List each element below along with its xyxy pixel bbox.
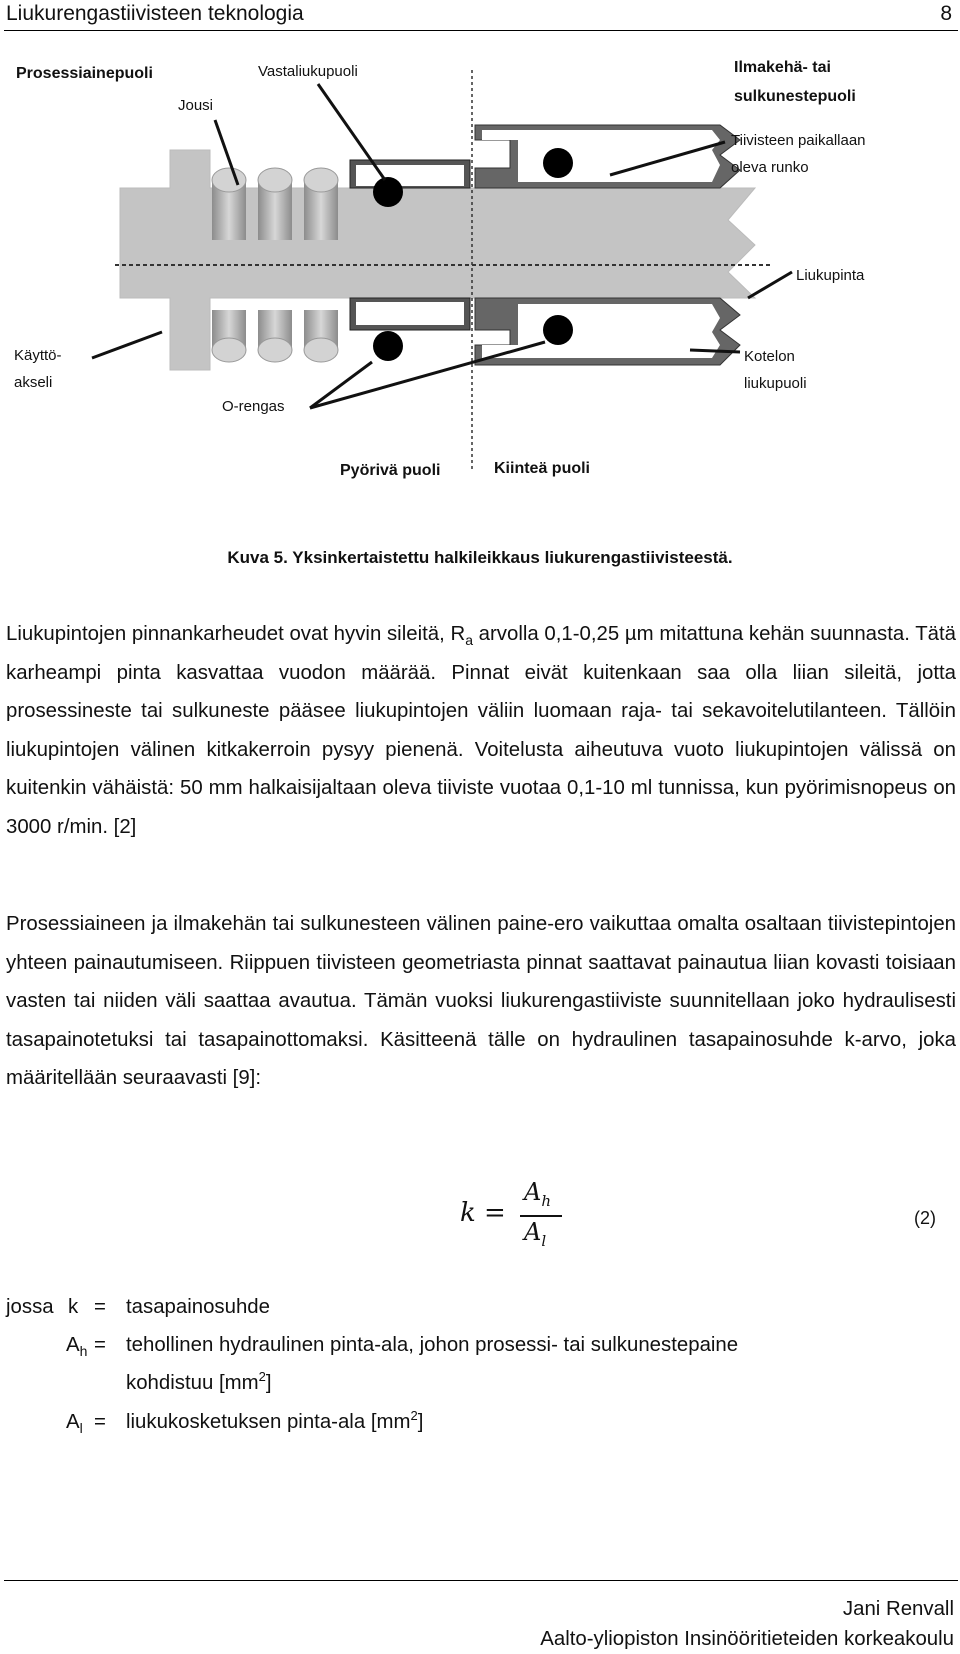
paragraph-1 — [6, 615, 956, 846]
footer-rule — [4, 1580, 958, 1581]
def-text-continued: kohdistuu $[mm^2]$ — [126, 1369, 272, 1394]
label-housing-face-1: Kotelon — [744, 348, 795, 365]
def-equals: = — [94, 1334, 106, 1356]
def-text: tasapainosuhde — [126, 1296, 270, 1318]
footer-author: Jani Renvall — [842, 1598, 954, 1620]
label-atmosphere-side-2: sulkunestepuoli — [734, 88, 856, 105]
def-symbol: $A_l$ — [66, 1411, 83, 1437]
label-housing-face-2: liukupuoli — [744, 375, 807, 392]
o-ring-stat-top — [543, 148, 573, 178]
label-o-ring: O-rengas — [222, 398, 285, 415]
label-sliding-surface: Liukupinta — [796, 267, 865, 284]
def-text: tehollinen hydraulinen pinta-ala, johon prosessi- tai sulkunestepaine — [126, 1334, 739, 1356]
figure-caption: Kuva 5. Yksinkertaistettu halkileikkaus liukurengastiivisteestä. — [227, 548, 733, 567]
equation-number: (2) — [914, 1208, 936, 1228]
fraction-bar — [520, 1215, 562, 1217]
label-stationary-side: Kiinteä puoli — [494, 460, 590, 477]
def-symbol: $A_h$ — [66, 1334, 88, 1360]
page-header — [4, 0, 958, 31]
spring-coils-top — [212, 168, 338, 240]
formula-denominator: $A_l$ — [524, 1218, 547, 1250]
paragraph-2: Prosessiaineen ja ilmakehän tai sulkunesteen välinen paine-ero vaikuttaa omalta osaltaan tiivistepintojen yhteen painautumiseen. Riippuen tiivisteen geometriasta pinnat saattavat painautua liian kovasti toisiaan vasten tai niiden väli saattaa avautua. Tämän vuoksi liukurengastiiviste suunnitellaan joko hydraulisesti tasapainotetuksi tai tasapainottomaksi. Käsitteenä tälle on hydraulinen tasapainosuhde k-arvo, joka määritellään seuraavasti [9]: — [6, 913, 956, 1089]
seal-cross-section-figure — [0, 40, 960, 520]
label-rotating-side: Pyörivä puoli — [340, 462, 441, 479]
definitions-lead: jossa — [6, 1296, 54, 1318]
paragraph-1-rest: arvolla 0,1-0,25 µm mitattuna kehän suunnasta. Tätä karheampi pinta kasvattaa vuodon määrää. Pinnat eivät kuitenkaan saa olla liian sileitä, jotta prosessineste tai sulkuneste pääsee liukupintojen väliin luomaan raja- tai sekavoitelutilanteen. Tällöin liukupintojen välinen kitkakerroin pysyy pienenä. Voitelusta aiheutuva vuoto liukupintojen välissä on kuitenkin vähäistä: 50 mm halkaisijaltaan oleva tiiviste vuotaa 0,1-10 ml tunnissa, kun pyörimisnopeus on 3000 r/min. [2] — [6, 623, 957, 838]
spring-coils-bottom — [212, 310, 338, 362]
label-shaft-1: Käyttö- — [14, 347, 62, 364]
def-equals: = — [94, 1296, 106, 1318]
label-process-side: Prosessiainepuoli — [16, 65, 153, 82]
label-stationary-body-2: oleva runko — [731, 159, 809, 176]
o-ring-rot-bottom — [373, 331, 403, 361]
label-shaft-2: akseli — [14, 374, 53, 391]
running-title: Liukurengastiivisteen teknologia — [6, 2, 304, 25]
o-ring-rot-top — [373, 177, 403, 207]
def-text: liukukosketuksen pinta-ala $[mm^2]$ — [126, 1408, 424, 1433]
label-counter-face: Vastaliukupuoli — [258, 63, 358, 80]
footer-institution: Aalto-yliopiston Insinööritieteiden korkeakoulu — [540, 1628, 954, 1650]
paragraph-1-start: Liukupintojen pinnankarheudet ovat hyvin sileitä, R — [6, 623, 466, 645]
roughness-subscript: a — [465, 632, 473, 649]
def-symbol: k — [68, 1296, 79, 1318]
formula-numerator: $A_h$ — [524, 1178, 552, 1210]
def-equals: = — [94, 1411, 106, 1433]
page-number: 8 — [940, 2, 952, 25]
formula-equals: = — [484, 1198, 506, 1228]
o-ring-stat-bottom — [543, 315, 573, 345]
formula-lhs: k — [460, 1198, 476, 1228]
balance-ratio-formula — [460, 1178, 600, 1258]
label-spring: Jousi — [178, 97, 214, 114]
label-atmosphere-side-1: Ilmakehä- tai — [734, 59, 831, 76]
label-stationary-body-1: Tiivisteen paikallaan — [731, 132, 866, 149]
